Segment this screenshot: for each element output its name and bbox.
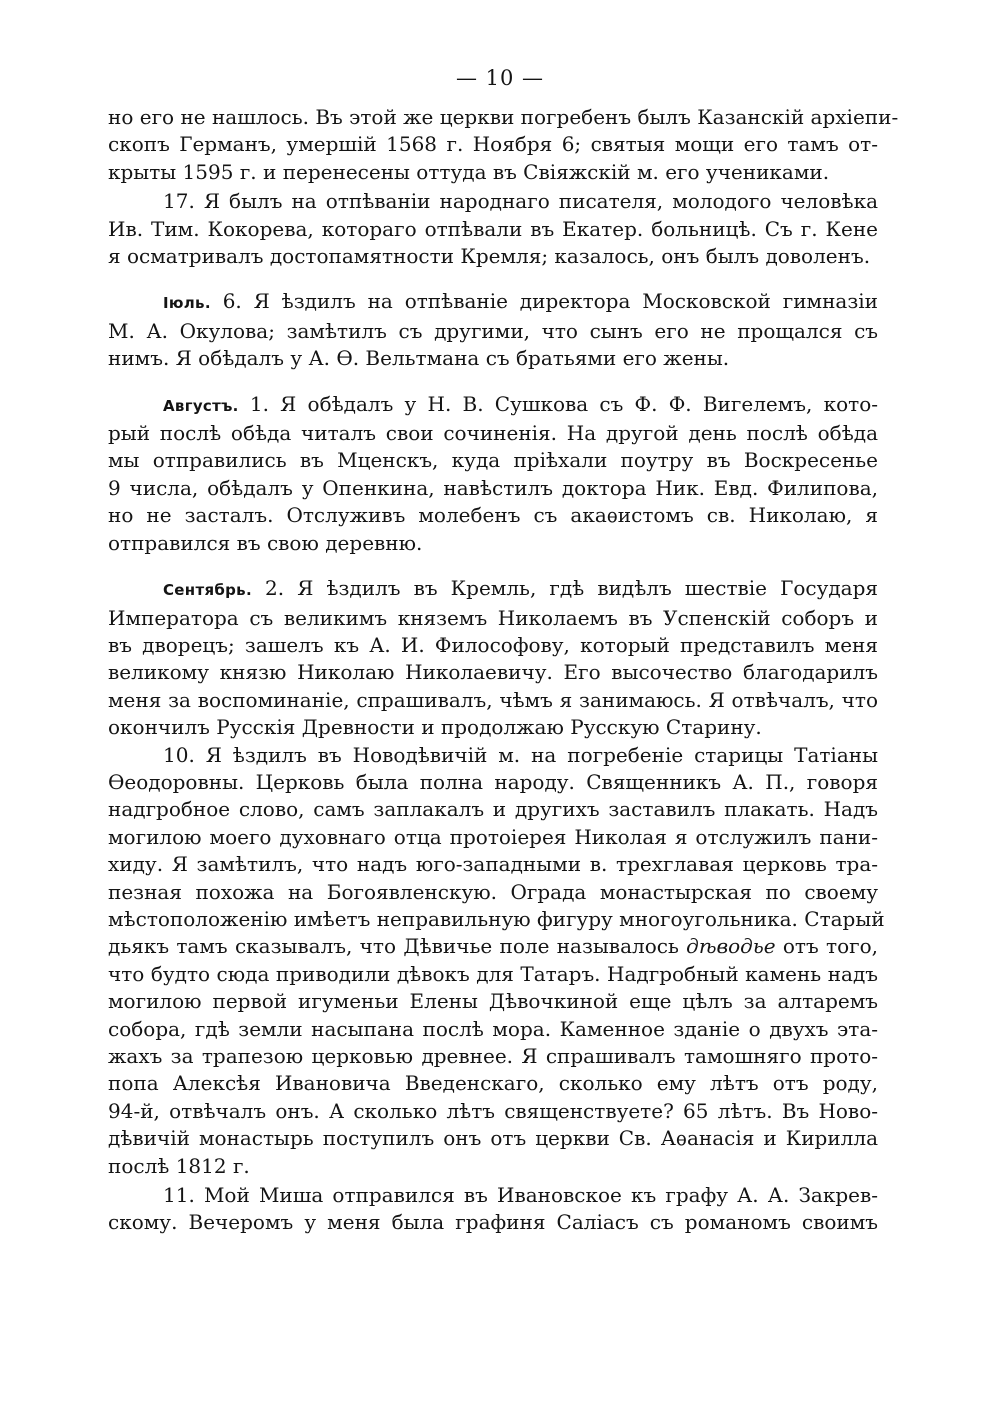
text-line (108, 933, 878, 960)
text-line: въ дворецъ; зашелъ къ А. И. Философову, который представилъ меня (108, 632, 878, 657)
text-line: я осматривалъ достопамятности Кремля; казалось, онъ былъ доволенъ. (108, 244, 871, 269)
paragraph-10 (108, 742, 885, 1181)
text-line: 9 числа, обѣдалъ у Опенкина, навѣстилъ доктора Ник. Евд. Филипова, (108, 475, 878, 500)
text-line: могилою первой игуменьи Елены Дѣвочкиной еще цѣлъ за алтаремъ (108, 989, 878, 1014)
text-line: скому. Вечеромъ у меня была графиня Саліасъ съ романомъ своимъ (108, 1210, 878, 1235)
text-line (108, 391, 878, 420)
text-line: мѣстоположенію имѣетъ неправильную фигуру многоугольника. Старый (108, 906, 885, 931)
text-line: окончилъ Русскія Древности и продолжаю Русскую Старину. (108, 715, 762, 740)
text-line: 11. Мой Миша отправился въ Ивановское къ графу А. А. Закрев- (163, 1183, 878, 1208)
text-line (108, 575, 878, 604)
text-line: 10. Я ѣздилъ въ Новодѣвичій м. на погребеніе старицы Татіаны (163, 742, 878, 767)
paragraph-august (108, 391, 878, 557)
text-line: Ив. Тим. Кокорева, котораго отпѣвали въ Екатер. больницѣ. Съ г. Кене (108, 216, 878, 241)
paragraph-11 (108, 1182, 878, 1237)
text-line: но не засталъ. Отслуживъ молебенъ съ акаѳистомъ св. Николаю, я (108, 503, 878, 528)
text-line: пезная похожа на Богоявленскую. Ограда монастырская по своему (108, 879, 878, 904)
text-line: великому князю Николаю Николаевичу. Его высочество благодарилъ (108, 660, 878, 685)
text-line (108, 288, 878, 317)
text-line: Императора съ великимъ княземъ Николаемъ въ Успенскій соборъ и (108, 605, 878, 630)
paragraph-continuation (108, 104, 899, 186)
text-line-rest: 2. Я ѣздилъ въ Кремль, гдѣ видѣлъ шествіе Государя (251, 576, 878, 601)
page-number: — 10 — (455, 66, 545, 90)
text-line: дѣвичій монастырь поступилъ онъ отъ церкви Св. Аѳанасія и Кирилла (108, 1126, 878, 1151)
text-line: 17. Я былъ на отпѣваніи народнаго писателя, молодого человѣка (163, 189, 878, 214)
text-line: мы отправились въ Мценскъ, куда пріѣхали поутру въ Воскресенье (108, 448, 878, 473)
text-line-rest: 1. Я обѣдалъ у Н. В. Сушкова съ Ф. Ф. Вигелемъ, кото- (238, 391, 878, 416)
text-line: но его не нашлось. Въ этой же церкви погребенъ былъ Казанскій архіепи- (108, 105, 899, 129)
text-line: хиду. Я замѣтилъ, что надъ юго-западными в. трехглавая церковь тра- (108, 852, 878, 877)
text-line: могилою моего духовнаго отца протоіерея Николая я отслужилъ пани- (108, 824, 878, 849)
text-line: Ѳеодоровны. Церковь была полна народу. Священникъ А. П., говоря (108, 769, 878, 794)
text-line: надгробное слово, самъ заплакалъ и другихъ заставилъ плакать. Надъ (108, 797, 878, 822)
paragraph-17 (108, 188, 878, 270)
text-line: рый послѣ обѣда читалъ свои сочиненія. На другой день послѣ обѣда (108, 421, 878, 446)
text-line: жахъ за трапезою церковью древнее. Я спрашивалъ тамошняго прото- (108, 1044, 878, 1068)
text-line: скопъ Германъ, умершій 1568 г. Ноября 6; святыя мощи его тамъ от- (108, 132, 878, 157)
text-line: отправился въ свою деревню. (108, 530, 423, 555)
month-heading: Сентябрь. (163, 581, 252, 600)
paragraph-september (108, 575, 878, 741)
month-heading: Іюль. (163, 294, 211, 313)
text-line: собора, гдѣ земли насыпана послѣ мора. Каменное зданіе о двухъ эта- (108, 1016, 878, 1041)
text-line: нимъ. Я обѣдалъ у А. Ѳ. Вельтмана съ братьями его жены. (108, 346, 730, 371)
text-line-end: отъ того, (775, 934, 879, 959)
text-line: М. А. Окулова; замѣтилъ съ другими, что сынъ его не прощался съ (108, 318, 878, 343)
italic-word: дѣводье (686, 934, 776, 959)
page-body (108, 104, 899, 1237)
text-line: послѣ 1812 г. (108, 1153, 250, 1178)
paragraph-july (108, 288, 878, 372)
month-heading: Августъ. (163, 396, 239, 415)
text-line: крыты 1595 г. и перенесены оттуда въ Свіяжскій м. его учениками. (108, 159, 830, 184)
text-line-rest: 6. Я ѣздилъ на отпѣваніе директора Московской гимназіи (210, 289, 878, 314)
text-line: что будто сюда приводили дѣвокъ для Татаръ. Надгробный камень надъ (108, 961, 878, 986)
text-line-start: дьякъ тамъ сказывалъ, что Дѣвичье поле называлось (108, 934, 687, 959)
text-line: меня за воспоминаніе, спрашивалъ, чѣмъ я занимаюсь. Я отвѣчалъ, что (108, 687, 878, 712)
text-line: попа Алексѣя Ивановича Введенскаго, сколько ему лѣтъ отъ роду, (108, 1071, 878, 1096)
text-line: 94-й, отвѣчалъ онъ. А сколько лѣтъ священствуете? 65 лѣтъ. Въ Ново- (108, 1098, 878, 1123)
